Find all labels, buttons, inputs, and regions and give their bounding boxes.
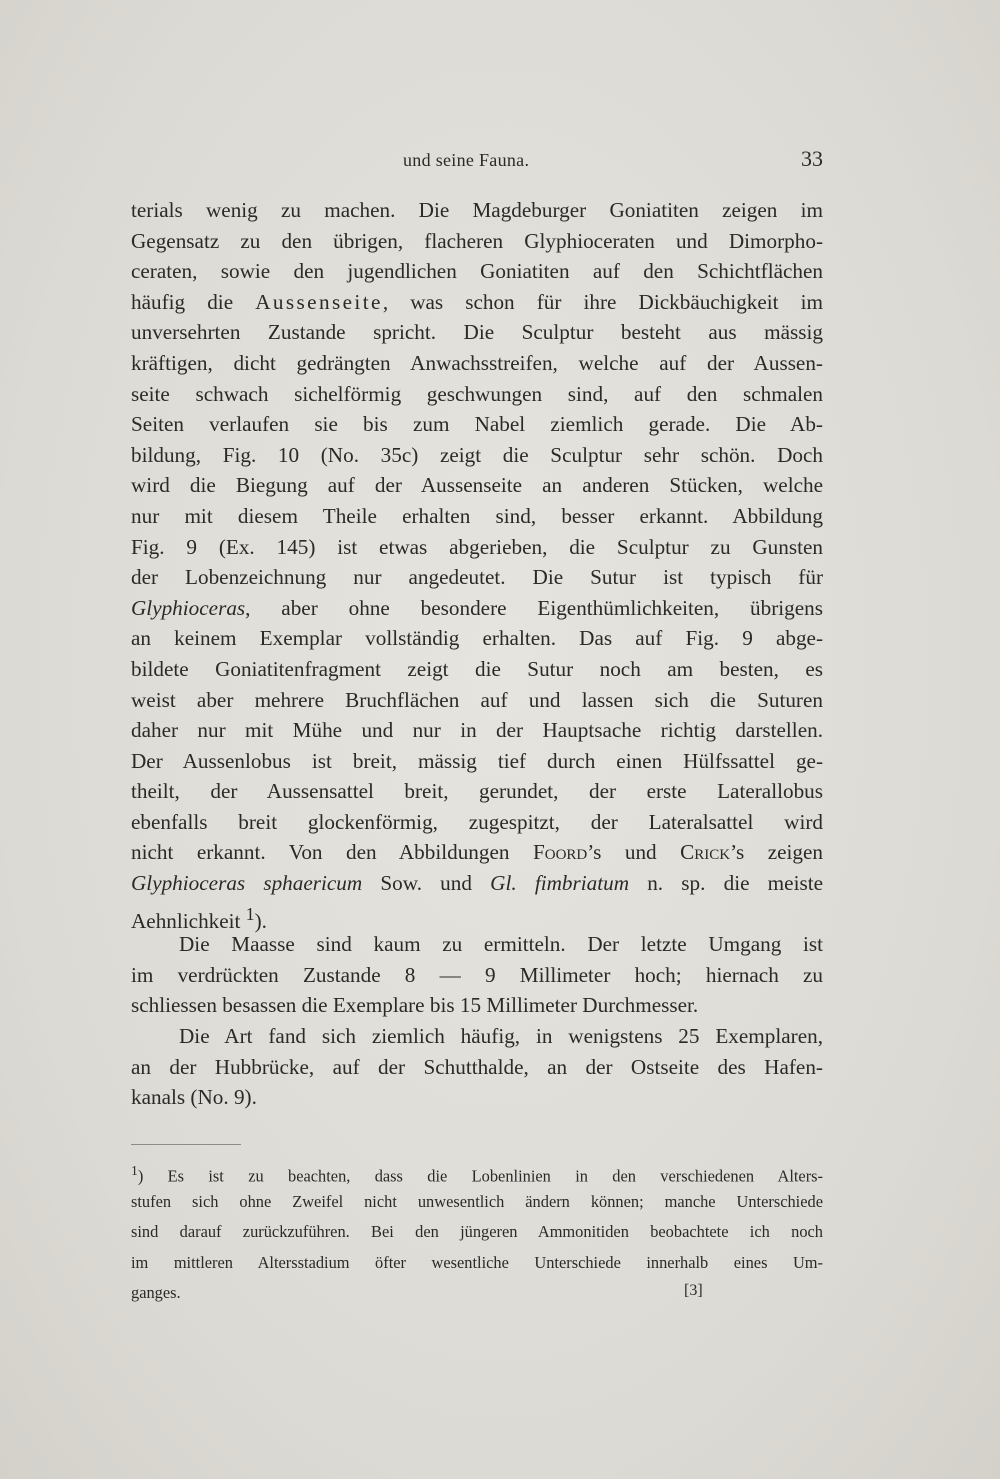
author-name: Crick xyxy=(680,840,731,865)
text-line: Aehnlichkeit $^1$). xyxy=(131,903,267,933)
footnote-line: ganges. xyxy=(131,1283,181,1303)
main-text xyxy=(131,195,823,1113)
footnote-ref: 1 xyxy=(245,903,255,924)
text-line: Der Aussenlobus ist breit, mässig tief durch einen Hülfssattel ge- xyxy=(131,748,823,773)
footnote-divider xyxy=(131,1144,241,1145)
text-line: schliessen besassen die Exemplare bis 15 Millimeter Durchmesser. xyxy=(131,993,699,1018)
text-line: an der Hubbrücke, auf der Schutthalde, an der Ostseite des Hafen- xyxy=(131,1054,823,1079)
running-title: und seine Fauna. xyxy=(403,150,530,170)
text-line: Glyphioceras, aber ohne besondere Eigenthümlichkeiten, übrigens xyxy=(131,595,823,620)
author-name: Foord xyxy=(532,840,588,865)
page-number: 33 xyxy=(801,146,823,171)
footnote-line: $^1$) Es ist zu beachten, dass die Lobenlinien in den verschiedenen Alters- xyxy=(131,1163,823,1186)
text-line: Glyphioceras sphaericum Sow. und Gl. fimbriatum n. sp. die meiste xyxy=(131,871,823,896)
text-line: seite schwach sichelförmig geschwungen sind, auf den schmalen xyxy=(131,381,823,406)
text-line: daher nur mit Mühe und nur in der Hauptsache richtig darstellen. xyxy=(131,718,823,743)
text-line: Die Maasse sind kaum zu ermitteln. Der letzte Umgang ist xyxy=(179,932,823,957)
footnotes xyxy=(131,1158,823,1311)
text-line: im verdrückten Zustande 8 — 9 Millimeter hoch; hiernach zu xyxy=(131,962,823,987)
text-line: Die Art fand sich ziemlich häufig, in wenigstens 25 Exemplaren, xyxy=(179,1024,823,1049)
text-line: nur mit diesem Theile erhalten sind, besser erkannt. Abbildung xyxy=(131,503,823,528)
footnote-line: sind darauf zurückzuführen. Bei den jüngeren Ammonitiden beobachtete ich noch xyxy=(131,1222,823,1242)
signature-mark: [3] xyxy=(684,1282,703,1299)
footnote-marker: 1 xyxy=(131,1163,138,1178)
text-line: ebenfalls breit glockenförmig, zugespitzt, der Lateralsattel wird xyxy=(131,809,823,834)
footnote-line: stufen sich ohne Zweifel nicht unwesentlich ändern können; manche Unterschiede xyxy=(131,1191,823,1211)
text-line: wird die Biegung auf der Aussenseite an anderen Stücken, welche xyxy=(131,473,823,498)
text-line: theilt, der Aussensattel breit, gerundet, der erste Laterallobus xyxy=(131,779,823,804)
genus-name: Glyphioceras xyxy=(131,595,246,620)
text-line: an keinem Exemplar vollständig erhalten. Das auf Fig. 9 abge- xyxy=(131,626,823,651)
emphasis-spaced: Aussenseite xyxy=(255,289,383,314)
text-line: ceraten, sowie den jugendlichen Goniatiten auf den Schichtflächen xyxy=(131,259,823,284)
text-line: weist aber mehrere Bruchflächen auf und lassen sich die Suturen xyxy=(131,687,823,712)
text-line: der Lobenzeichnung nur angedeutet. Die Sutur ist typisch für xyxy=(131,565,823,590)
species-name: Gl. fimbriatum xyxy=(490,871,630,896)
species-name: Glyphioceras sphaericum xyxy=(131,871,363,896)
text-line: bildung, Fig. 10 (No. 35c) zeigt die Sculptur sehr schön. Doch xyxy=(131,442,823,467)
text-line: Fig. 9 (Ex. 145) ist etwas abgerieben, die Sculptur zu Gunsten xyxy=(131,534,823,559)
page-header xyxy=(131,146,823,176)
text-line: häufig die Aussenseite, was schon für ihre Dickbäuchigkeit im xyxy=(131,289,824,314)
footnote-line: im mittleren Altersstadium öfter wesentliche Unterschiede innerhalb eines Um- xyxy=(131,1252,823,1272)
text-line: bildete Goniatitenfragment zeigt die Sutur noch am besten, es xyxy=(131,656,823,681)
text-line: kräftigen, dicht gedrängten Anwachsstreifen, welche auf der Aussen- xyxy=(131,350,823,375)
text-line: nicht erkannt. Von den Abbildungen Foord’s und Crick’s zeigen xyxy=(131,840,823,865)
text-line: Gegensatz zu den übrigen, flacheren Glyphioceraten und Dimorpho- xyxy=(131,228,823,253)
text-line: unversehrten Zustande spricht. Die Sculptur besteht aus mässig xyxy=(131,320,823,345)
text-line: terials wenig zu machen. Die Magdeburger Goniatiten zeigen im xyxy=(131,198,823,222)
text-line: Seiten verlaufen sie bis zum Nabel ziemlich gerade. Die Ab- xyxy=(131,412,823,437)
text-line: kanals (No. 9). xyxy=(131,1085,257,1110)
